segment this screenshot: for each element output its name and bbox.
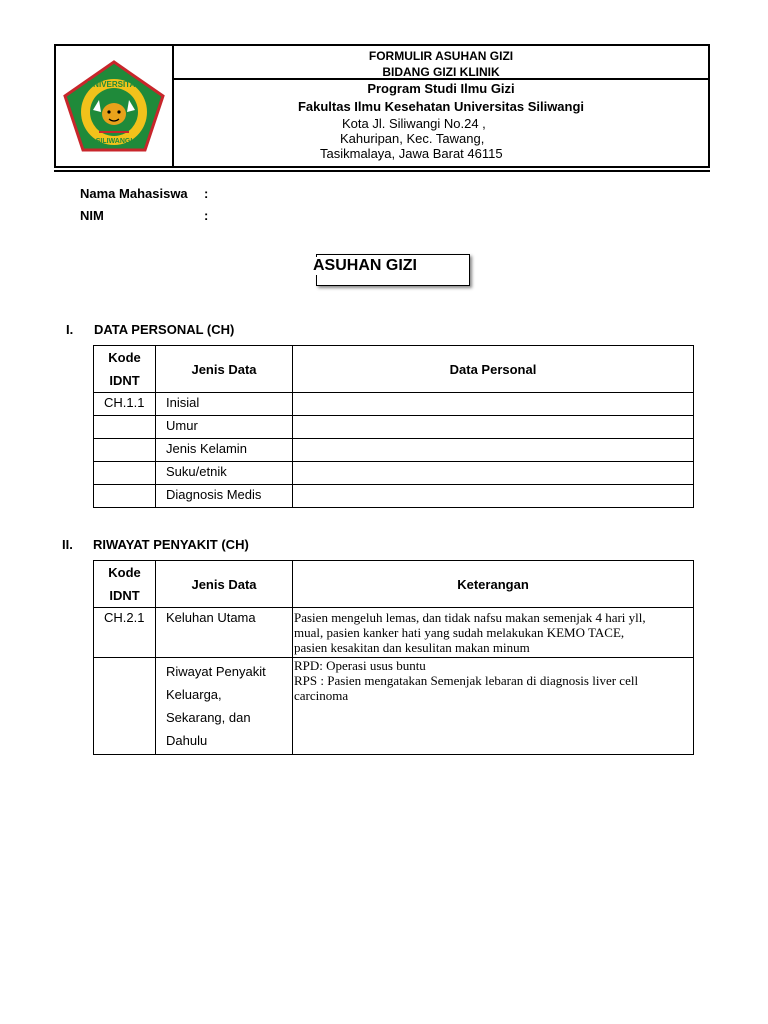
university-logo-icon <box>59 60 169 154</box>
nim-field <box>80 208 280 223</box>
nama-field <box>80 186 280 201</box>
data-personal-table <box>93 345 694 508</box>
section-1-title: DATA PERSONAL (CH) <box>94 322 235 337</box>
table-row <box>94 439 694 462</box>
header-kode: Kode IDNT <box>94 346 156 393</box>
logo-text-top: UNIVERSITAS <box>87 80 141 89</box>
cell-keterangan[interactable]: RPD: Operasi usus buntu RPS : Pasien mengatakan Semenjak lebaran di diagnosis liver cell carcinoma <box>293 658 694 755</box>
form-header <box>54 44 710 168</box>
cell-kode: CH.2.1 <box>94 608 156 658</box>
cell-data[interactable] <box>293 416 694 439</box>
table-header-row <box>94 561 694 608</box>
riwayat-penyakit-table <box>93 560 694 755</box>
form-title: FORMULIR ASUHAN GIZI <box>368 49 514 63</box>
address-line-2: Kahuripan, Kec. Tawang, <box>340 131 485 146</box>
cell-jenis: Umur <box>156 416 293 439</box>
table-row <box>94 608 694 658</box>
cell-jenis: Diagnosis Medis <box>156 485 293 508</box>
nama-label: Nama Mahasiswa <box>80 186 188 201</box>
cell-jenis: Riwayat Penyakit Keluarga, Sekarang, dan Dahulu <box>156 658 293 755</box>
program-name: Program Studi Ilmu Gizi <box>367 81 515 96</box>
header-jenis-data: Jenis Data <box>156 346 293 393</box>
cell-kode: CH.1.1 <box>94 393 156 416</box>
doc-title: ASUHAN GIZI <box>313 257 417 274</box>
header-title-cell <box>174 46 708 80</box>
section-2-title: RIWAYAT PENYAKIT (CH) <box>93 537 249 552</box>
cell-data[interactable] <box>293 439 694 462</box>
address-line-1: Kota Jl. Siliwangi No.24 , <box>342 116 486 131</box>
header-jenis-data: Jenis Data <box>156 561 293 608</box>
header-kode: Kode IDNT <box>94 561 156 608</box>
address-line-3: Tasikmalaya, Jawa Barat 46115 <box>320 146 503 161</box>
cell-kode <box>94 416 156 439</box>
cell-jenis: Keluhan Utama <box>156 608 293 658</box>
nim-label: NIM <box>80 208 104 223</box>
logo-text-bottom: SILIWANGI <box>95 138 133 145</box>
cell-kode <box>94 462 156 485</box>
header-info-cell <box>174 80 708 166</box>
cell-keterangan[interactable]: Pasien mengeluh lemas, dan tidak nafsu makan semenjak 4 hari yll, mual, pasien kanker hati yang sudah melakukan KEMO TACE, pasien kesakitan dan kesulitan makan minum <box>293 608 694 658</box>
nama-colon: : <box>204 186 209 201</box>
table-row <box>94 658 694 755</box>
cell-kode <box>94 439 156 462</box>
section-2-number: II. <box>62 537 73 552</box>
cell-data[interactable] <box>293 393 694 416</box>
doc-title-box <box>313 254 470 286</box>
cell-jenis: Jenis Kelamin <box>156 439 293 462</box>
cell-kode <box>94 485 156 508</box>
nim-colon: : <box>204 208 209 223</box>
division-title: BIDANG GIZI KLINIK <box>382 65 500 79</box>
table-row <box>94 462 694 485</box>
header-keterangan: Keterangan <box>293 561 694 608</box>
cell-kode <box>94 658 156 755</box>
cell-jenis: Inisial <box>156 393 293 416</box>
table-row <box>94 485 694 508</box>
faculty-name: Fakultas Ilmu Kesehatan Universitas Siliwangi <box>297 99 585 114</box>
table-header-row <box>94 346 694 393</box>
table-row <box>94 393 694 416</box>
logo-cell <box>56 46 174 166</box>
section-1-number: I. <box>66 322 74 337</box>
header-divider <box>54 170 710 172</box>
cell-jenis: Suku/etnik <box>156 462 293 485</box>
header-data-personal: Data Personal <box>293 346 694 393</box>
cell-data[interactable] <box>293 462 694 485</box>
cell-data[interactable] <box>293 485 694 508</box>
table-row <box>94 416 694 439</box>
